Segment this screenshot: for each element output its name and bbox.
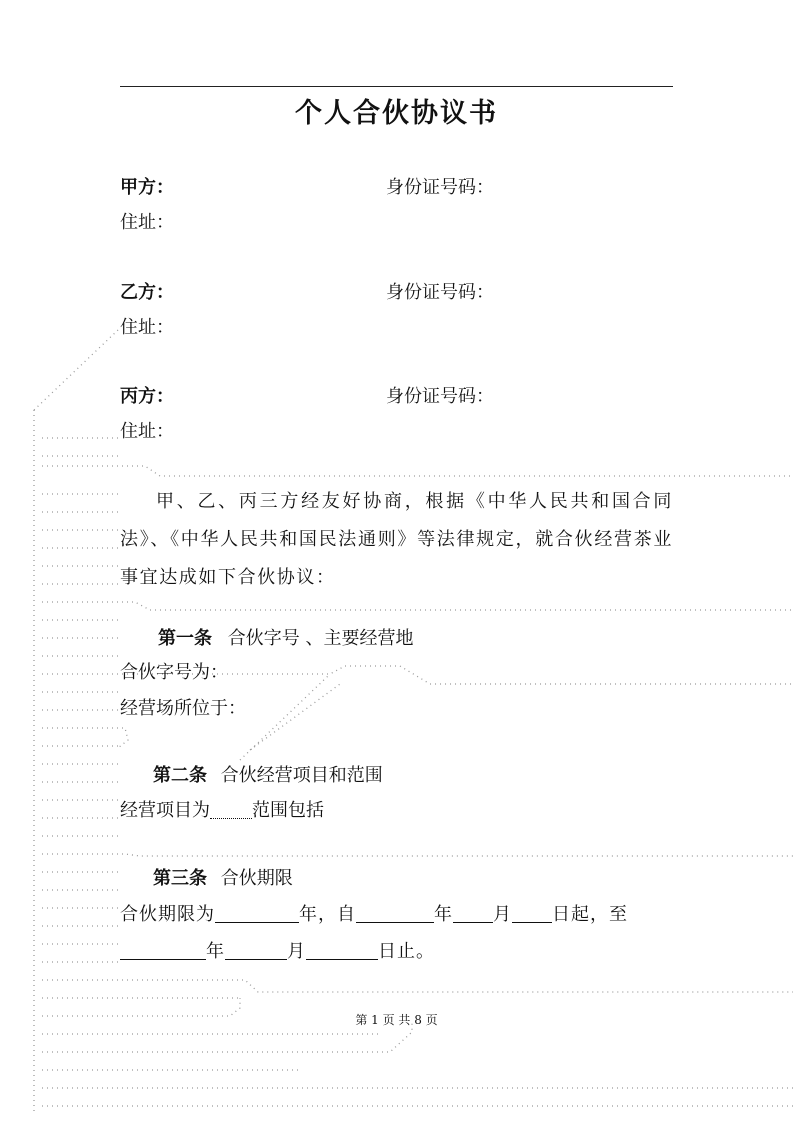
page-title: 个人合伙协议书 [295,98,498,129]
article-3-heading [153,867,293,891]
term-from-label: 年，自 [299,904,356,925]
party-c-id-label: 身份证号码： [386,386,494,407]
article-2-number: 第二条 [153,765,207,786]
article-2-line-1 [120,799,324,823]
end-day-blank [306,943,378,960]
article-1-title: 合伙字号 、主要经营地 [227,628,414,649]
article-2-title: 合伙经营项目和范围 [220,765,383,786]
end-month-label: 月 [287,941,306,962]
start-day-label: 日起，至 [552,904,628,925]
article-1-line-2: 经营场所位于： [120,698,246,719]
article-2-heading [153,764,383,788]
party-c-label: 丙方： [120,386,174,407]
party-a-label: 甲方： [120,177,174,198]
term-label: 合伙期限为 [120,904,215,925]
article-3-line-1 [120,903,628,927]
article-2-project-blank [210,802,252,819]
end-month-blank [225,943,287,960]
article-3-number: 第三条 [153,868,207,889]
start-year-blank [356,906,434,923]
party-b-id-label: 身份证号码： [386,282,494,303]
article-1-heading [158,627,413,651]
article-2-scope-label: 范围包括 [252,800,324,821]
term-years-blank [215,906,299,923]
header-rule [120,86,673,87]
party-c-address-label: 住址： [120,421,174,442]
intro-paragraph: 甲、乙、丙三方经友好协商，根据《中华人民共和国合同法》、《中华人民共和国民法通则》等法律规定，就合伙经营茶业事宜达成如下合伙协议： [120,491,673,588]
party-a-id-label: 身份证号码： [386,177,494,198]
article-3-line-2 [120,940,435,964]
start-year-label: 年 [434,904,453,925]
page-footer: 第 1 页 共 8 页 [355,1013,438,1027]
start-day-blank [512,906,552,923]
party-a-address-label: 住址： [120,212,174,233]
article-1-line-1: 合伙字号为： [120,662,228,683]
end-year-label: 年 [206,941,225,962]
party-b-label: 乙方： [120,282,174,303]
start-month-blank [453,906,493,923]
article-3-title: 合伙期限 [220,868,293,889]
party-b-address-label: 住址： [120,317,174,338]
article-1-number: 第一条 [158,628,212,649]
end-day-label: 日止。 [378,941,435,962]
article-2-project-label: 经营项目为 [120,800,210,821]
end-year-blank [120,943,206,960]
start-month-label: 月 [493,904,512,925]
